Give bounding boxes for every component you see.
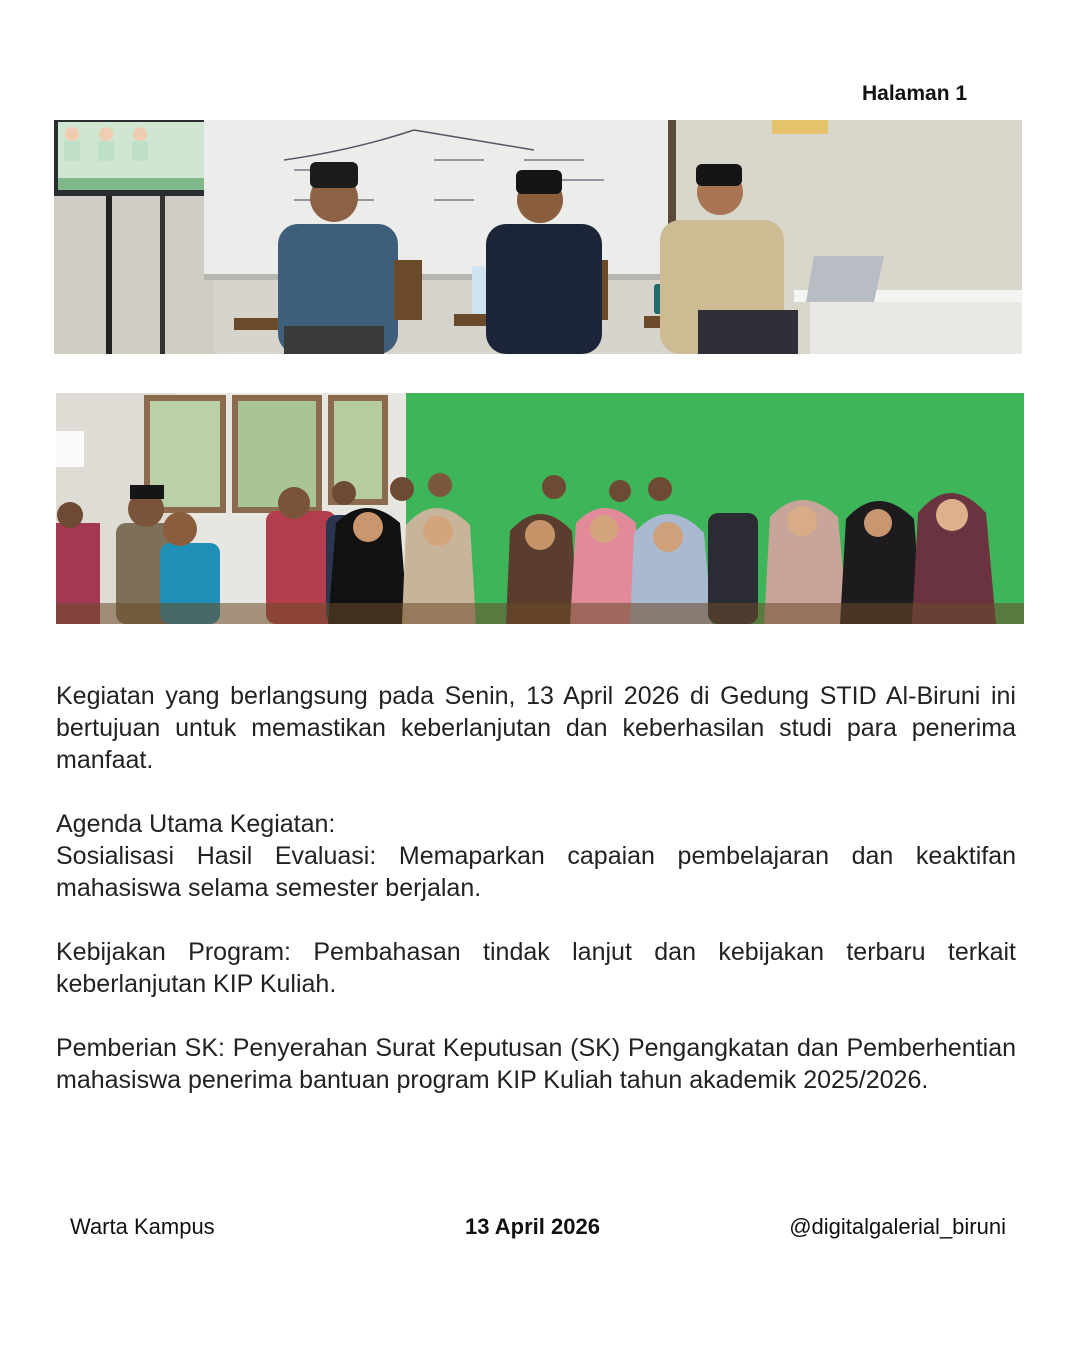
footer-date: 13 April 2026 (465, 1214, 600, 1239)
speakers-photo (54, 120, 1022, 354)
agenda-heading: Agenda Utama Kegiatan: (56, 810, 336, 838)
agenda-item-sk: Pemberian SK: Penyerahan Surat Keputusan (SK) Pengangkatan dan Pemberhentian mahasiswa penerima bantuan program KIP Kuliah tahun akademik 2025/2026. (56, 1034, 1016, 1094)
agenda-item-policy: Kebijakan Program: Pembahasan tindak lanjut dan kebijakan terbaru terkait keberlanjutan KIP Kuliah. (56, 938, 1016, 998)
agenda-item-evaluation: Sosialisasi Hasil Evaluasi: Memaparkan capaian pembelajaran dan keaktifan mahasiswa selama semester berjalan. (56, 842, 1016, 902)
footer-handle: @digitalgalerial_biruni (789, 1214, 1006, 1239)
page-number-label: Halaman 1 (862, 82, 968, 105)
article-body (56, 680, 1016, 1128)
intro-paragraph: Kegiatan yang berlangsung pada Senin, 13 April 2026 di Gedung STID Al-Biruni ini bertujuan untuk memastikan keberlanjutan dan keberhasilan studi para penerima manfaat. (56, 682, 1016, 774)
agenda-block (56, 808, 1016, 904)
audience-photo (56, 393, 1024, 624)
footer-publication: Warta Kampus (70, 1214, 215, 1239)
